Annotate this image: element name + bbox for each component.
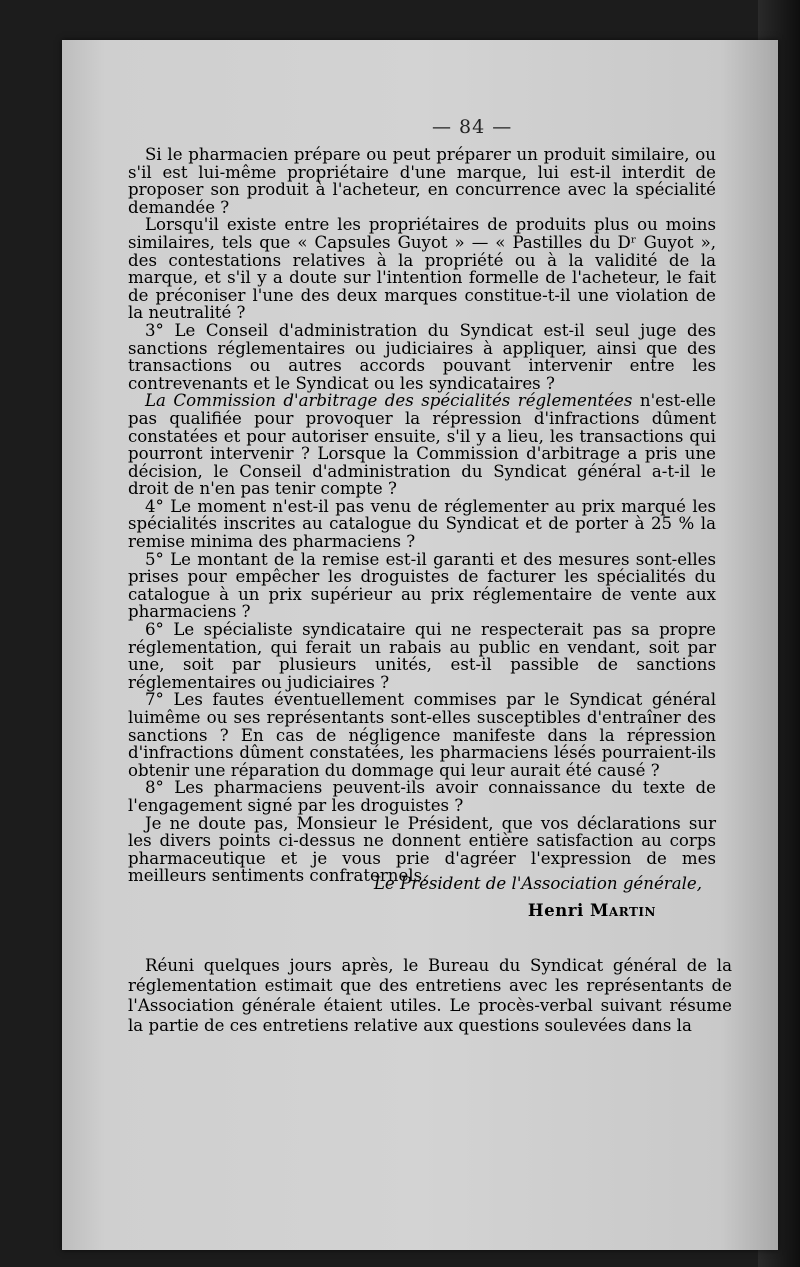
paragraph-1: Si le pharmacien prépare ou peut préparer un produit similaire, ou s'il est lui-même propriétaire d'une marque, lui est-il interdit de proposer son produit à l'acheteur, en concurrence avec la spécialité demandée ?: [128, 145, 716, 217]
paragraph-2: Lorsqu'il existe entre les propriétaires de produits plus ou moins similaires, tels que « Capsules Guyot » — « Pastilles du Dʳ Guyot », des contestations relatives à la propriété ou à la validité de la marque, et s'il y a doute sur l'intention formelle de l'acheteur, le fait de préconiser l'une des deux marques constitue-t-il une violation de la neutralité ?: [128, 215, 716, 323]
paragraph-10: Je ne doute pas, Monsieur le Président, que vos déclarations sur les divers points ci-dessus ne donnent entière satisfaction au corps pharmaceutique et je vous prie d'agréer l'expression de mes meilleurs sentiments confraternels.: [128, 813, 716, 886]
commission-name: La Commission d'arbitrage des spécialités réglementées: [145, 391, 633, 411]
signature-title: Le Président de l'Association générale,: [373, 874, 702, 893]
signature-name: [128, 900, 716, 920]
letter-body: [128, 146, 716, 885]
paragraph-8: 7° Les fautes éventuellement commises par le Syndicat général luimême ou ses représentants sont-elles susceptibles d'entraîner des sanctions ? En cas de négligence manifeste dans la répression d'infractions dûment constatées, les pharmaciens lésés pourraient-ils obtenir une réparation du dommage qui leur aurait été causé ?: [128, 690, 716, 780]
paragraph-3: 3° Le Conseil d'administration du Syndicat est-il seul juge des sanctions réglementaires ou judiciaires à appliquer, ainsi que des transactions ou autres accords pouvant intervenir entre les contrevenants et le Syndicat ou les syndicataires ?: [128, 320, 716, 393]
signature-last-name: Martin: [590, 900, 656, 920]
paragraph-9: 8° Les pharmaciens peuvent-ils avoir connaissance du texte de l'engagement signé par les droguistes ?: [128, 778, 716, 815]
paragraph-4: La Commission d'arbitrage des spécialités réglementées n'est-elle pas qualifiée pour provoquer la répression d'infractions dûment constatées et pour autoriser ensuite, s'il y a lieu, les transactions qui pourront intervenir ? Lorsque la Commission d'arbitrage a pris une décision, le Conseil d'administration du Syndicat général a-t-il le droit de n'en pas tenir compte ?: [128, 391, 716, 499]
paragraph-5: 4° Le moment n'est-il pas venu de réglementer au prix marqué les spécialités inscrites au catalogue du Syndicat et de porter à 25 % la remise minima des pharmaciens ?: [128, 496, 716, 552]
paragraph-6: 5° Le montant de la remise est-il garanti et des mesures sont-elles prises pour empêcher les droguistes de facturer les spécialités du catalogue à un prix supérieur au prix réglementaire de vente aux pharmaciens ?: [128, 549, 716, 622]
closing-paragraph: Réuni quelques jours après, le Bureau du Syndicat général de la réglementation estimait que des entretiens avec les représentants de l'Association générale étaient utiles. Le procès-verbal suivant résume la partie de ces entretiens relative aux questions soulevées dans la: [128, 956, 732, 1035]
closing-text: [128, 956, 732, 1036]
paragraph-7: 6° Le spécialiste syndicataire qui ne respecterait pas sa propre réglementation, qui ferait un rabais au public en vendant, soit par une, soit par plusieurs unités, est-il passible de sanctions réglementaires ou judiciaires ?: [128, 620, 716, 692]
page-number: — 84 —: [432, 116, 513, 138]
signature-first-name: Henri: [527, 900, 584, 920]
